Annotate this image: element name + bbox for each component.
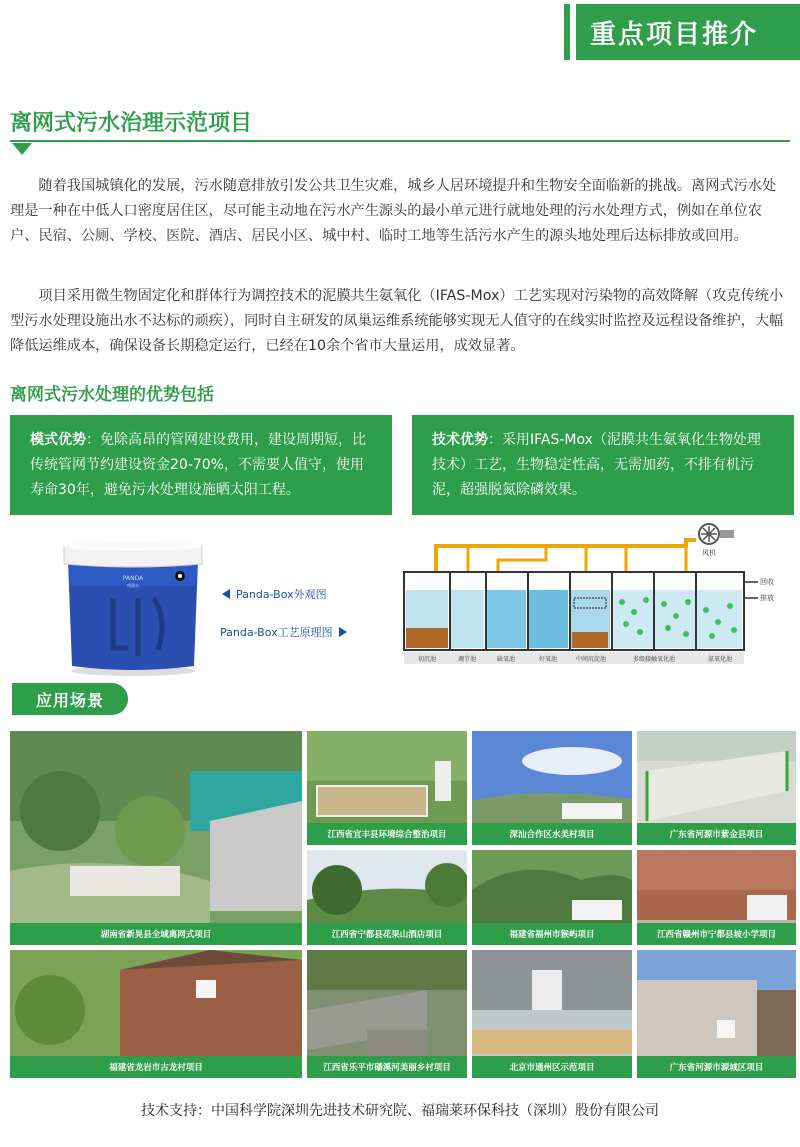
advantage-text: ：采用IFAS-Mox（泥膜共生氨氧化生物处理技术）工艺，生物稳定性高，无需加药，不排有机污泥，超强脱氮除磷效果。 [432, 432, 761, 498]
photo-tile [472, 731, 632, 845]
caption-exterior-text: Panda-Box外观图 [236, 588, 327, 601]
panda-box-image [58, 538, 208, 678]
recycle-label: 回收 [760, 578, 774, 586]
advantage-head: 模式优势 [30, 432, 86, 448]
photo-tile [307, 850, 467, 945]
photo-tile [637, 850, 796, 945]
footer-credits: 技术支持：中国科学院深圳先进技术研究院、福瑞莱环保科技（深圳）股份有限公司 [141, 1103, 659, 1119]
caption-process [220, 624, 347, 640]
technology-paragraph: 项目采用微生物固定化和群体行为调控技术的泥膜共生氨氧化（IFAS-Mox）工艺实现对污染物的高效降解（攻克传统小型污水处理设施出水不达标的顽疾），同时自主研发的凤巢运维系统能够实现无人值守的在线实时监控及远程设备维护，大幅降低运维成本，确保设备长期稳定运行，已经在10余个省市大量运用，成效显著。 [10, 288, 784, 354]
photo-tile [472, 950, 632, 1078]
arrow-right-icon [339, 627, 347, 637]
photo-caption: 江西省乐平市磻溪河美丽乡村项目 [307, 1056, 467, 1078]
intro-paragraph: 随着我国城镇化的发展，污水随意排放引发公共卫生灾难，城乡人居环境提升和生物安全面临新的挑战。离网式污水处理是一种在中低人口密度居住区，尽可能主动地在污水产生源头的最小单元进行就地处理的污水处理方式，例如在单位农户、民宿、公厕、学校、医院、酒店、居民小区、城中村、临时工地等生活污水产生的源头地处理后达标排放或回用。 [10, 178, 777, 244]
triangle-marker-icon [12, 143, 32, 155]
photo-caption: 江西省宁都县花果山酒店项目 [307, 923, 467, 945]
advantage-head: 技术优势 [432, 432, 488, 448]
photo-caption: 广东省河源市紫金县项目 [637, 823, 796, 845]
caption-process-text: Panda-Box工艺原理图 [220, 626, 333, 639]
drain-label: 排放 [760, 594, 774, 602]
section-banner [564, 4, 800, 60]
photo-tile [472, 850, 632, 945]
photo-caption: 北京市通州区示范项目 [472, 1056, 632, 1078]
stage-label: 中间沉淀池 [575, 656, 607, 663]
photo-scene [10, 731, 302, 945]
stage-label: 调节池 [457, 656, 477, 663]
photo-tile [10, 731, 302, 945]
product-brand: PANDA [122, 575, 144, 582]
stage-label: 氨氧化池 [707, 656, 733, 663]
process-diagram [396, 520, 788, 670]
stage-label: 初沉池 [417, 656, 437, 663]
advantage-box-technology [412, 415, 794, 515]
stage-label: 缺氧池 [496, 656, 516, 663]
title-divider [10, 140, 790, 142]
photo-caption: 江西省宜丰县环境综合整治项目 [307, 823, 467, 845]
photo-caption: 福建省龙岩市古龙村项目 [10, 1056, 302, 1078]
photo-caption: 福建省福州市猴屿项目 [472, 923, 632, 945]
caption-exterior [222, 586, 327, 602]
photo-tile [307, 731, 467, 845]
advantages-heading: 离网式污水处理的优势包括 [10, 385, 214, 405]
stage-label: 多级接触氧化池 [632, 656, 676, 663]
banner-title: 重点项目推介 [576, 4, 800, 60]
photo-tile [307, 950, 467, 1078]
advantage-box-model [10, 415, 392, 515]
banner-accent-bar [564, 4, 570, 60]
page-title: 离网式污水治理示范项目 [10, 111, 253, 136]
photo-tile [10, 950, 302, 1078]
arrow-left-icon [222, 589, 230, 599]
advantage-text: ：免除高昂的管网建设费用，建设周期短，比传统管网节约建设资金20-70%，不需要人值守，使用寿命30年，避免污水处理设施晒太阳工程。 [30, 432, 366, 498]
photo-caption: 深汕合作区水美村项目 [472, 823, 632, 845]
photo-tile [637, 950, 796, 1078]
photo-tile [637, 731, 796, 845]
fan-label: 风机 [702, 549, 716, 557]
stage-label: 好氧池 [538, 656, 558, 663]
photo-caption: 江西省赣州市宁都县坡小学项目 [637, 923, 796, 945]
photo-caption: 广东省河源市源城区项目 [637, 1056, 796, 1078]
product-sub: 熊猫水 [127, 583, 139, 588]
scenes-heading: 应用场景 [12, 683, 128, 715]
photo-caption: 湖南省新晃县全域离网式项目 [10, 923, 302, 945]
